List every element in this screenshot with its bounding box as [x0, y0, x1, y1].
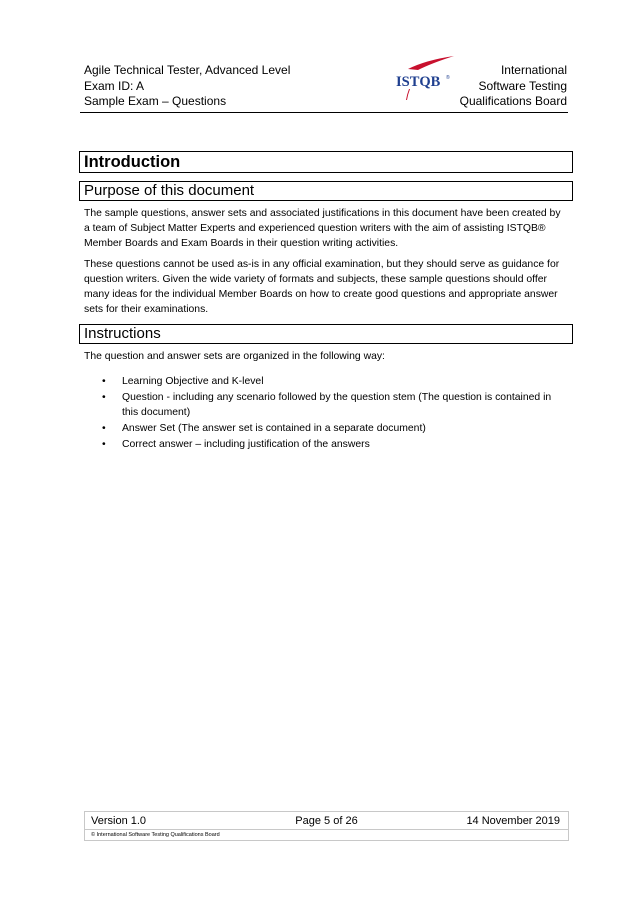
- header-right-line: Qualifications Board: [459, 94, 567, 108]
- footer-version: Version 1.0: [91, 815, 147, 827]
- istqb-logo: [396, 54, 460, 106]
- list-item-text: Correct answer – including justification of the answers: [122, 439, 370, 450]
- logo-text: ISTQB: [396, 74, 441, 90]
- instructions-intro: The question and answer sets are organized in the following way:: [84, 351, 385, 362]
- page-footer: [84, 811, 569, 841]
- bullet-icon: •: [102, 439, 106, 450]
- list-item: [84, 437, 569, 452]
- list-item-text: Learning Objective and K-level: [122, 376, 264, 387]
- header-left-line: Sample Exam – Questions: [84, 94, 227, 108]
- footer-date: 14 November 2019: [466, 815, 560, 827]
- list-item-text: Answer Set (The answer set is contained in a separate document): [122, 423, 426, 434]
- purpose-paragraph: The sample questions, answer sets and associated justifications in this document have been created by a team of Subject Matter Experts and experienced question writers with the aim of assisting ISTQB® Member Boards and Exam Boards in their question writing activities.: [84, 208, 561, 249]
- header-right: [460, 63, 567, 110]
- header-right-line: International: [500, 63, 567, 77]
- instructions-heading: Instructions: [79, 324, 573, 344]
- footer-page-number: Page 5 of 26: [295, 815, 358, 827]
- list-item-text: Question - including any scenario followed by the question stem (The question is contained in this document): [122, 392, 552, 418]
- bullet-icon: •: [102, 423, 106, 434]
- header-left: [84, 63, 290, 110]
- list-item: [84, 374, 569, 389]
- footer-copyright: © International Software Testing Qualifications Board: [91, 832, 220, 838]
- bullet-icon: •: [102, 392, 106, 403]
- header-left-line: Agile Technical Tester, Advanced Level: [84, 63, 291, 77]
- section-title: Introduction: [79, 151, 573, 173]
- page-header: [84, 63, 567, 113]
- logo-mark: ®: [446, 75, 450, 81]
- instructions-list: [84, 374, 569, 453]
- purpose-heading: Purpose of this document: [79, 181, 573, 201]
- header-right-line: Software Testing: [478, 78, 567, 93]
- purpose-paragraph: These questions cannot be used as-is in any official examination, but they should serve as guidance for question writers. Given the wide variety of formats and subjects, these sample questions should offer many ideas for the individual Member Boards on how to create good questions and appropriate answer sets for their examinations.: [84, 259, 560, 315]
- footer-divider: [85, 829, 568, 830]
- bullet-icon: •: [102, 376, 106, 387]
- header-divider: [80, 112, 568, 113]
- list-item: [84, 390, 569, 420]
- list-item: [84, 421, 569, 436]
- header-left-line: Exam ID: A: [84, 78, 145, 93]
